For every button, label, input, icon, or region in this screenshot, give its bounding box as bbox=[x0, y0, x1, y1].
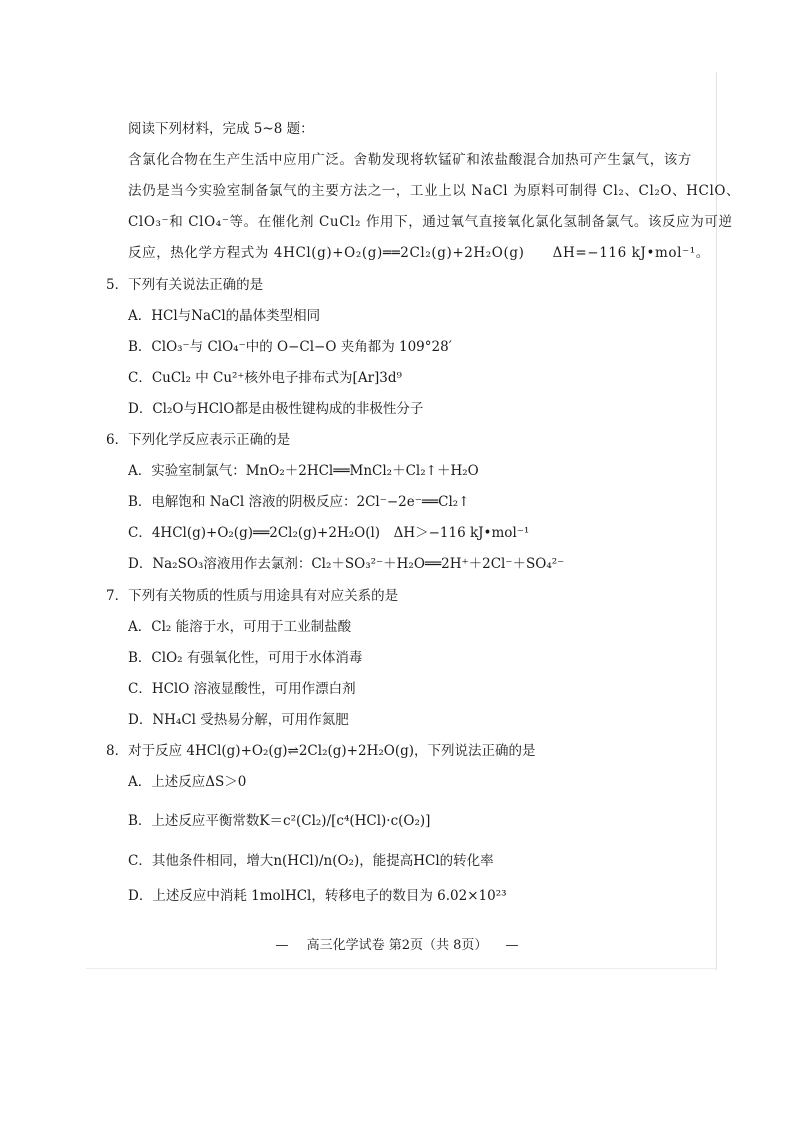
question-6-option-b: B．电解饱和 NaCl 溶液的阴极反应：2Cl⁻−2e⁻══Cl₂↑ bbox=[128, 494, 470, 510]
question-6-option-c: C．4HCl(g)+O₂(g)══2Cl₂(g)+2H₂O(l) ΔH＞−116 kJ•mol⁻¹ bbox=[128, 525, 530, 541]
question-7-option-a: A．Cl₂ 能溶于水，可用于工业制盐酸 bbox=[128, 619, 352, 635]
question-7-option-d: D．NH₄Cl 受热易分解，可用作氮肥 bbox=[128, 712, 349, 728]
material-intro: 阅读下列材料，完成 5~8 题： bbox=[128, 121, 314, 137]
question-7-option-c: C．HClO 溶液显酸性，可用作漂白剂 bbox=[128, 681, 356, 697]
question-8-option-d: D．上述反应中消耗 1molHCl，转移电子的数目为 6.02×10²³ bbox=[128, 888, 507, 904]
question-8-stem: 8．对于反应 4HCl(g)+O₂(g)⇌2Cl₂(g)+2H₂O(g)，下列说法正确的是 bbox=[106, 743, 536, 759]
question-5-option-b: B．ClO₃⁻与 ClO₄⁻中的 O−Cl−O 夹角都为 109°28′ bbox=[128, 339, 452, 355]
material-line-3: ClO₃⁻和 ClO₄⁻等。在催化剂 CuCl₂ 作用下，通过氧气直接氧化氯化氢制备氯气。该反应为可逆 bbox=[128, 214, 733, 230]
question-8-option-c: C．其他条件相同，增大n(HCl)/n(O₂)，能提高HCl的转化率 bbox=[128, 853, 494, 869]
footer-text: 高三化学试卷 第2页（共 8页） bbox=[306, 938, 488, 953]
question-5-option-c: C．CuCl₂ 中 Cu²⁺核外电子排布式为[Ar]3d⁹ bbox=[128, 370, 402, 386]
question-5-option-a: A．HCl与NaCl的晶体类型相同 bbox=[128, 308, 321, 324]
question-8-option-a: A．上述反应ΔS＞0 bbox=[128, 774, 247, 790]
question-6-option-a: A．实验室制氯气：MnO₂＋2HCl══MnCl₂＋Cl₂↑＋H₂O bbox=[128, 463, 479, 479]
question-8-option-b: B．上述反应平衡常数K＝c²(Cl₂)/[c⁴(HCl)·c(O₂)] bbox=[128, 813, 431, 829]
material-line-4: 反应，热化学方程式为 4HCl(g)+O₂(g)══2Cl₂(g)+2H₂O(g) ΔH=−116 kJ•mol⁻¹。 bbox=[128, 245, 710, 261]
page-footer bbox=[0, 934, 794, 953]
page-edge-right bbox=[716, 72, 717, 970]
question-6-stem: 6．下列化学反应表示正确的是 bbox=[106, 432, 291, 448]
footer-dash-right: — bbox=[505, 938, 519, 953]
question-7-option-b: B．ClO₂ 有强氧化性，可用于水体消毒 bbox=[128, 650, 363, 666]
material-line-2: 法仍是当今实验室制备氯气的主要方法之一，工业上以 NaCl 为原料可制得 Cl₂、Cl₂O、HClO、 bbox=[128, 183, 741, 199]
question-5-stem: 5．下列有关说法正确的是 bbox=[106, 277, 264, 293]
page-edge-bottom bbox=[86, 968, 716, 969]
question-5-option-d: D．Cl₂O与HClO都是由极性键构成的非极性分子 bbox=[128, 401, 424, 417]
material-line-1: 含氯化合物在生产生活中应用广泛。舍勒发现将软锰矿和浓盐酸混合加热可产生氯气，该方 bbox=[128, 152, 692, 168]
question-7-stem: 7．下列有关物质的性质与用途具有对应关系的是 bbox=[106, 588, 399, 604]
footer-dash-left: — bbox=[275, 938, 289, 953]
question-6-option-d: D．Na₂SO₃溶液用作去氯剂：Cl₂＋SO₃²⁻＋H₂O══2H⁺＋2Cl⁻＋SO₄²⁻ bbox=[128, 556, 565, 572]
